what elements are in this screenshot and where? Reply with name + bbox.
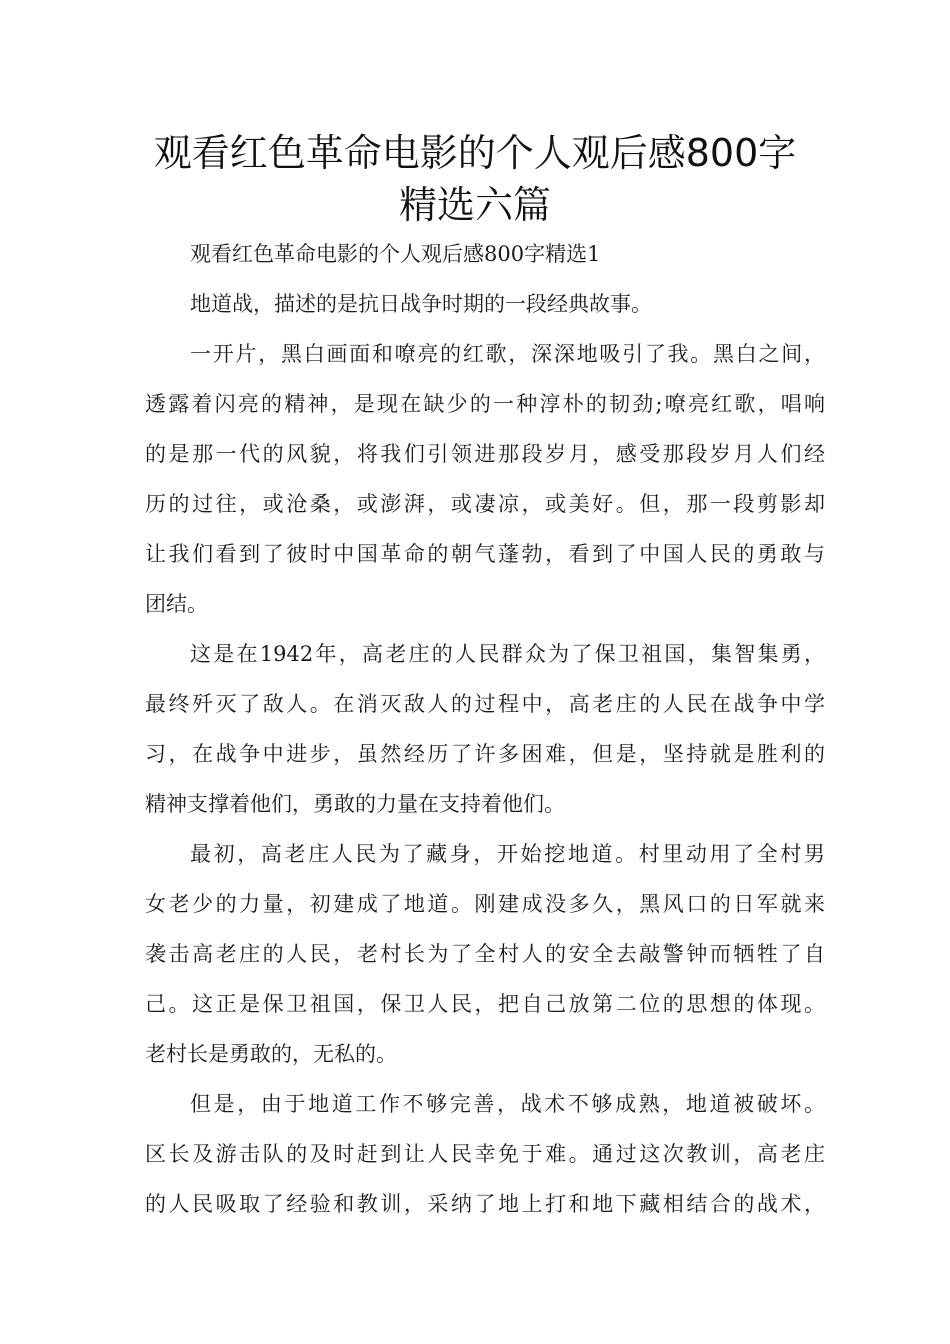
paragraph-2-line: 让我们看到了彼时中国革命的朝气蓬勃，看到了中国人民的勇敢与 xyxy=(145,542,825,566)
paragraph-4-line: 最初，高老庄人民为了藏身，开始挖地道。村里动用了全村男 xyxy=(190,842,825,866)
paragraph-3-line: 最终歼灭了敌人。在消灭敌人的过程中，高老庄的人民在战争中学 xyxy=(145,692,825,716)
paragraph-4-line: 老村长是勇敢的，无私的。 xyxy=(145,1042,397,1066)
paragraph-4-line: 袭击高老庄的人民，老村长为了全村人的安全去敲警钟而牺牲了自 xyxy=(145,942,825,966)
paragraph-3-line: 习，在战争中进步，虽然经历了许多困难，但是，坚持就是胜利的 xyxy=(145,742,825,766)
paragraph-4-line: 女老少的力量，初建成了地道。刚建成没多久，黑风口的日军就来 xyxy=(145,892,825,916)
paragraph-5-line: 区长及游击队的及时赶到让人民幸免于难。通过这次教训，高老庄 xyxy=(145,1142,825,1166)
section-subtitle: 观看红色革命电影的个人观后感800字精选1 xyxy=(190,242,601,266)
document-title-line-1: 观看红色革命电影的个人观后感800字 xyxy=(153,131,797,175)
paragraph-2-line: 的是那一代的风貌，将我们引领进那段岁月，感受那段岁月人们经 xyxy=(145,442,825,466)
document-title-line-2: 精选六篇 xyxy=(398,183,551,227)
paragraph-3-line: 精神支撑着他们，勇敢的力量在支持着他们。 xyxy=(145,792,565,816)
paragraph-5-line: 的人民吸取了经验和教训，采纳了地上打和地下藏相结合的战术， xyxy=(145,1192,825,1216)
document-body xyxy=(145,229,825,1229)
paragraph-2-line: 团结。 xyxy=(145,592,208,616)
paragraph-2-line: 历的过往，或沧桑，或澎湃，或凄凉，或美好。但，那一段剪影却 xyxy=(145,492,825,516)
paragraph-4-line: 己。这正是保卫祖国，保卫人民，把自己放第二位的思想的体现。 xyxy=(145,992,825,1016)
paragraph-2-line: 一开片，黑白画面和嘹亮的红歌，深深地吸引了我。黑白之间， xyxy=(190,342,825,366)
paragraph-3-line: 这是在1942年，高老庄的人民群众为了保卫祖国，集智集勇， xyxy=(190,642,825,666)
paragraph-2-line: 透露着闪亮的精神，是现在缺少的一种淳朴的韧劲;嘹亮红歌，唱响 xyxy=(145,392,825,416)
paragraph-5-line: 但是，由于地道工作不够完善，战术不够成熟，地道被破坏。 xyxy=(190,1092,825,1116)
paragraph-1: 地道战，描述的是抗日战争时期的一段经典故事。 xyxy=(190,292,652,316)
